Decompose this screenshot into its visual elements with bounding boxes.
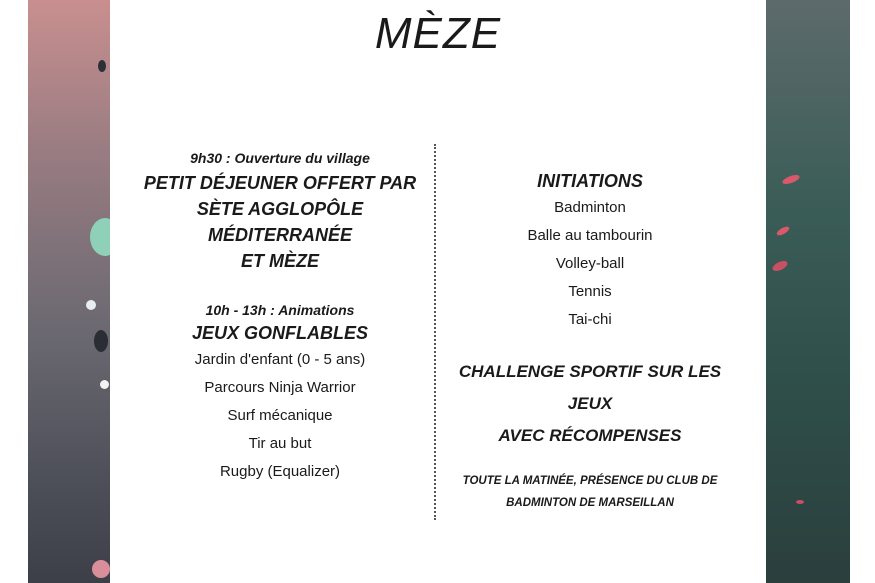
breakfast-line-3: ET MÈZE [240,251,319,271]
decor-blob [92,560,110,578]
list-item: Tai-chi [568,311,612,328]
club-line-1: TOUTE LA MATINÉE, PRÉSENCE DU CLUB DE [462,475,718,487]
list-item: Rugby (Equalizer) [219,463,341,480]
decor-blob [94,330,108,352]
list-item: Volley-ball [555,255,625,272]
column-divider [434,144,436,520]
list-item: Tir au but [248,435,312,452]
list-item: Surf mécanique [227,407,333,424]
list-item: Tennis [568,283,612,300]
decor-blob [98,60,106,72]
challenge-line-1: CHALLENGE SPORTIF SUR LES JEUX [458,362,722,413]
list-item: Balle au tambourin [527,227,653,244]
decor-blob [796,500,804,504]
right-column [440,168,740,514]
list-item: Badminton [554,199,626,216]
breakfast-line-1: PETIT DÉJEUNER OFFERT PAR [143,173,417,193]
background-art-right [766,0,850,583]
decor-blob [775,225,790,237]
inflatables-heading: JEUX GONFLABLES [191,323,369,343]
decor-blob [100,380,109,389]
left-column [130,148,430,486]
challenge-line-2: AVEC RÉCOMPENSES [498,426,682,445]
flyer-panel [110,0,766,583]
breakfast-line-2: SÈTE AGGLOPÔLE MÉDITERRANÉE [196,199,364,245]
decor-blob [771,259,789,273]
decor-blob [90,218,110,256]
initiations-heading: INITIATIONS [537,171,643,191]
list-item: Parcours Ninja Warrior [204,379,356,396]
decor-blob [86,300,96,310]
animations-time: 10h - 13h : Animations [205,302,355,318]
decor-blob [781,173,800,186]
club-line-2: BADMINTON DE MARSEILLAN [506,497,674,509]
opening-time: 9h30 : Ouverture du village [190,150,370,166]
list-item: Jardin d'enfant (0 - 5 ans) [194,351,366,368]
background-art-left [28,0,110,583]
page-title: MÈZE [374,9,502,58]
